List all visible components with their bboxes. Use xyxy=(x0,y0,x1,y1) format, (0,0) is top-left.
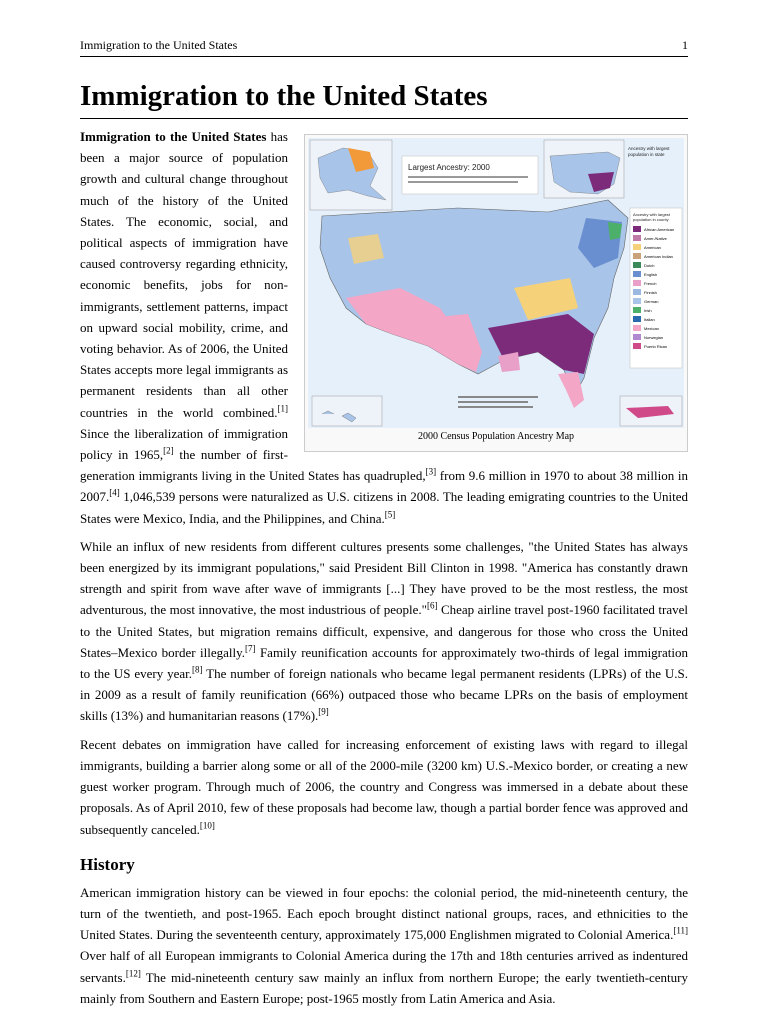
citation-12[interactable]: [12] xyxy=(125,968,141,979)
legend-swatch-italian xyxy=(633,316,655,322)
ancestry-map-figure[interactable] xyxy=(304,134,688,452)
figure-caption: 2000 Census Population Ancestry Map xyxy=(417,431,575,442)
source-note-line xyxy=(458,401,528,403)
legend-swatch-french xyxy=(633,280,656,286)
svg-text:American Indian: American Indian xyxy=(644,254,673,259)
hawaii-inset xyxy=(312,396,382,426)
svg-text:Italian: Italian xyxy=(644,317,655,322)
inset-title-2: population in state xyxy=(628,152,665,157)
citation-1[interactable]: [1] xyxy=(277,403,288,414)
legend-swatch-american xyxy=(633,244,661,250)
running-header xyxy=(80,38,688,57)
svg-text:Dutch: Dutch xyxy=(644,263,655,268)
legend-swatch-dutch xyxy=(633,262,654,268)
legend-swatch-mexican xyxy=(633,325,659,331)
article-body xyxy=(80,126,688,1016)
paragraph-3: Recent debates on immigration have called for increasing enforcement of existing laws with regard to illegal immigrants, building a barrier along some or all of the 2000-mile (3200 km) U.S.-Mexico border, or creating a new guest worker program. Through much of 2006, the country and Congress was immersed in a debate about these proposals. As of April 2010, few of these proposals had become law, though a partial border fence was approved and subsequently canceled.[10] xyxy=(80,736,688,837)
legend-swatch-puerto-rican xyxy=(633,343,667,349)
citation-4[interactable]: [4] xyxy=(109,488,120,499)
citation-2[interactable]: [2] xyxy=(163,445,174,456)
source-note-line xyxy=(458,396,538,398)
map-title: Largest Ancestry: 2000 xyxy=(408,163,490,172)
citation-5[interactable]: [5] xyxy=(384,509,396,520)
legend-swatch-african-american xyxy=(633,226,674,232)
map-subtitle-line xyxy=(408,176,528,178)
map-subtitle-line xyxy=(408,181,518,183)
legend-swatch-american-indian xyxy=(633,253,673,259)
citation-11[interactable]: [11] xyxy=(673,925,688,936)
history-paragraph: American immigration history can be viewed in four epochs: the colonial period, the mid-nineteenth century, the turn of the twentieth, and post-1965. Each epoch brought distinct national groups, races, and ethnicities to the United States. During the seventeenth century, approximately 175,000 Englishmen migrated to Colonial America.[11] Over half of all European immigrants to Colonial America during the 17th and 18th centuries arrived as indentured servants.[12] The mid-nineteenth century saw mainly an influx from northern Europe; the early twentieth-century mainly from Southern and Eastern Europe; post-1965 mostly from Latin America and Asia. xyxy=(80,884,688,1006)
source-note-line xyxy=(458,406,533,408)
svg-text:English: English xyxy=(644,272,658,277)
citation-3[interactable]: [3] xyxy=(425,466,437,477)
svg-text:African American: African American xyxy=(644,227,675,232)
map-title-box xyxy=(402,156,538,194)
svg-text:American: American xyxy=(644,245,661,250)
page-number: 1 xyxy=(682,38,688,52)
citation-6[interactable]: [6] xyxy=(426,601,438,612)
intro-paragraph: Immigration to the United States has been a major source of population growth and cultural change throughout much of the history of the United States. The economic, social, and political aspects of immigration have caused controversy regarding ethnicity, economic benefits, jobs for non-immigrants, settlement patterns, impact on upward social mobility, crime, and voting behavior. As of 2006, the United States accepts more legal immigrants as permanent residents than all other countries in the world combined.[1] Since the liberalization of immigration policy in 1965,[2] the number of first- generation immigrants living in the United States has quadrupled,[3] from 9.6 million in 1970 to about 38 million in 2007.[4] 1,046,539 persons were naturalized as U.S. citizens in 2008. The leading emigrating countries to the United States were Mexico, India, and the Philippines, and China.[5] xyxy=(80,129,689,526)
citation-7[interactable]: [7] xyxy=(245,643,256,654)
history-heading: History xyxy=(80,854,135,874)
citation-9[interactable]: [9] xyxy=(318,707,329,718)
legend-title-1: Ancestry with largest xyxy=(633,212,670,217)
article-title: Immigration to the United States xyxy=(80,76,688,119)
svg-text:Mexican: Mexican xyxy=(644,326,659,331)
citation-10[interactable]: [10] xyxy=(199,820,215,831)
svg-text:Irish: Irish xyxy=(644,308,652,313)
svg-text:German: German xyxy=(644,299,659,304)
legend-swatch-norwegian xyxy=(633,334,663,340)
lead-term: Immigration to the United States xyxy=(80,129,267,144)
running-title: Immigration to the United States xyxy=(80,38,238,52)
northeast-irish xyxy=(608,222,622,240)
citation-8[interactable]: [8] xyxy=(192,664,203,675)
svg-text:Puerto Rican: Puerto Rican xyxy=(644,344,668,349)
legend-swatch-amer-native xyxy=(633,235,668,241)
legend-swatch-german xyxy=(633,298,658,304)
paragraph-2: While an influx of new residents from different cultures presents some challenges, "the United States has always been energized by its immigrant populations," said President Bill Clinton in 1998. "America has constantly drawn strength and spirit from wave after wave of immigrants [...] They have proved to be the most restless, the most adventurous, the most innovative, the most industrious of people."[6] Cheap airline travel post-1960 facilitated travel to the United States, but migration remains difficult, expensive, and dangerous for those who cross the United States–Mexico border illegally.[7] Family reunification accounts for approximately two-thirds of legal immigration to the US every year.[8] The number of foreign nationals who became legal permanent residents (LPRs) of the U.S. in 2009 as a result of family reunification (66%) outpaced those who became LPRs on the basis of employment skills (13%) and humanitarian reasons (17%).[9] xyxy=(80,538,689,724)
svg-text:Amer./Native: Amer./Native xyxy=(644,236,667,241)
legend-title-2: population in county xyxy=(633,217,669,222)
legend-swatch-english xyxy=(633,271,657,277)
svg-text:Finnish: Finnish xyxy=(644,290,657,295)
ancestry-map xyxy=(308,138,684,428)
legend-swatch-finnish xyxy=(633,289,657,295)
inset-title-1: Ancestry with largest xyxy=(628,146,670,151)
svg-text:Norwegian: Norwegian xyxy=(644,335,664,340)
svg-text:French: French xyxy=(644,281,657,286)
